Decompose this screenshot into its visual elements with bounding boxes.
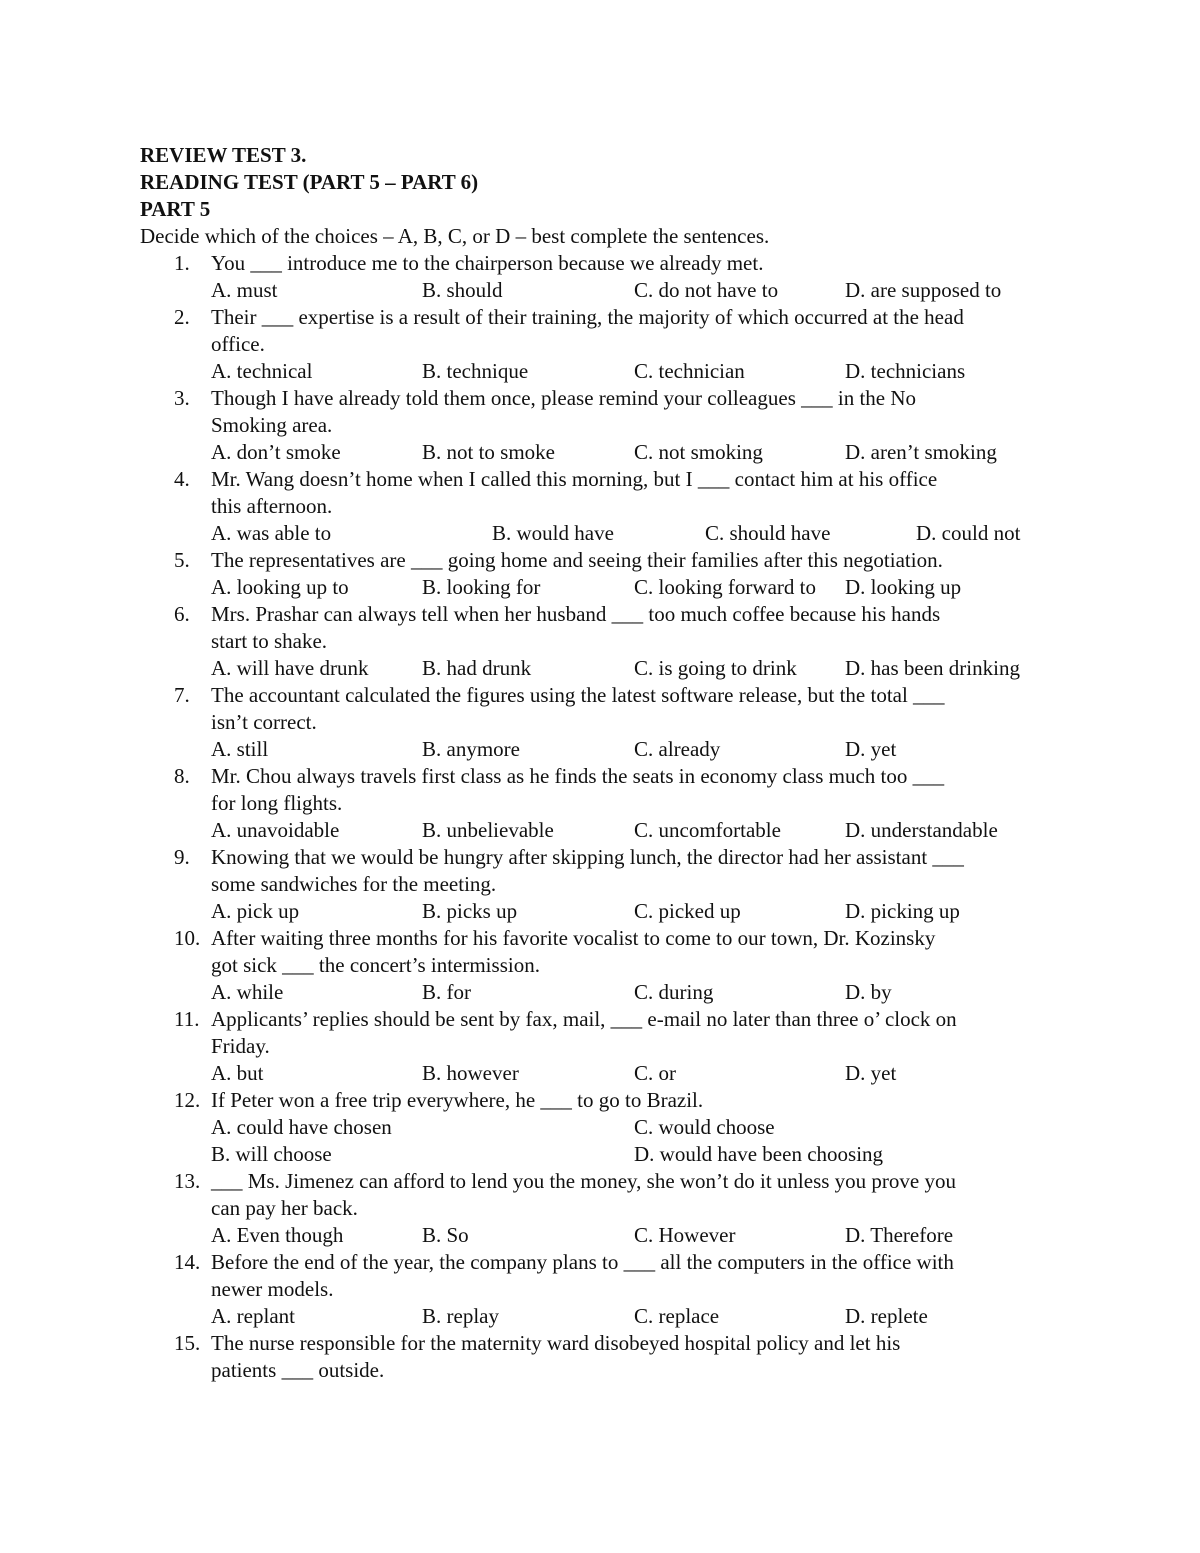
question-text: Mrs. Prashar can always tell when her husband ___ too much coffee because his hands: [211, 602, 941, 626]
question-line: [140, 1033, 1070, 1060]
question-text: ___ Ms. Jimenez can afford to lend you the money, she won’t do it unless you prove you: [211, 1169, 956, 1193]
question-line: [140, 601, 1070, 628]
answer-options: [140, 1303, 1070, 1330]
question-text: Though I have already told them once, please remind your colleagues ___ in the No: [211, 386, 917, 410]
answer-option: D. replete: [845, 1304, 928, 1328]
question-line: [140, 844, 1070, 871]
answer-options: [140, 1114, 1070, 1141]
question-text: After waiting three months for his favorite vocalist to come to our town, Dr. Kozinsky: [211, 926, 936, 950]
answer-options: [140, 1222, 1070, 1249]
answer-option: D. yet: [845, 1061, 897, 1085]
question-text: If Peter won a free trip everywhere, he ___ to go to Brazil.: [211, 1088, 704, 1112]
answer-option: A. must: [211, 278, 278, 302]
question-line: [140, 1195, 1070, 1222]
question-text: start to shake.: [211, 629, 328, 653]
answer-option: D. understandable: [845, 818, 998, 842]
answer-option: C. replace: [634, 1304, 720, 1328]
answer-option: D. yet: [845, 737, 897, 761]
answer-options: [140, 574, 1070, 601]
answer-option: C. do not have to: [634, 278, 779, 302]
answer-option: B. replay: [422, 1304, 499, 1328]
answer-options: [140, 817, 1070, 844]
answer-option: B. technique: [422, 359, 529, 383]
answer-options: [140, 655, 1070, 682]
answer-option: D. Therefore: [845, 1223, 954, 1247]
answer-option: A. replant: [211, 1304, 295, 1328]
question-text: The nurse responsible for the maternity ward disobeyed hospital policy and let his: [211, 1331, 901, 1355]
question-line: [140, 1330, 1070, 1357]
question-text: got sick ___ the concert’s intermission.: [211, 953, 540, 977]
question-line: [140, 763, 1070, 790]
answer-option: B. for: [422, 980, 471, 1004]
question-line: [140, 547, 1070, 574]
question-line: [140, 412, 1070, 439]
question-line: [140, 628, 1070, 655]
question-text: The accountant calculated the figures using the latest software release, but the total ___: [211, 683, 945, 707]
answer-option: D. could not: [916, 521, 1021, 545]
answer-options: [140, 1141, 1070, 1168]
answer-option: D. has been drinking: [845, 656, 1020, 680]
answer-option: D. aren’t smoking: [845, 440, 997, 464]
question-line: [140, 1276, 1070, 1303]
question-text: Knowing that we would be hungry after skipping lunch, the director had her assistant ___: [211, 845, 964, 869]
question-line: [140, 466, 1070, 493]
question-text: The representatives are ___ going home and seeing their families after this negotiation.: [211, 548, 943, 572]
answer-option: A. don’t smoke: [211, 440, 341, 464]
question-number: 4.: [174, 467, 190, 491]
answer-option: B. anymore: [422, 737, 520, 761]
answer-option: C. However: [634, 1223, 736, 1247]
answer-option: C. uncomfortable: [634, 818, 781, 842]
question-text: Applicants’ replies should be sent by fax, mail, ___ e-mail no later than three o’ clock on: [211, 1007, 957, 1031]
question-number: 7.: [174, 683, 190, 707]
question-text: for long flights.: [211, 791, 343, 815]
question-text: Mr. Chou always travels first class as he finds the seats in economy class much too ___: [211, 764, 945, 788]
question-text: some sandwiches for the meeting.: [211, 872, 497, 896]
answer-option: A. still: [211, 737, 269, 761]
answer-option: C. is going to drink: [634, 656, 797, 680]
document-content: [140, 142, 1070, 1384]
question-line: [140, 1249, 1070, 1276]
question-number: 11.: [174, 1007, 200, 1031]
question-line: [140, 1168, 1070, 1195]
question-text: patients ___ outside.: [211, 1358, 385, 1382]
answer-option: C. not smoking: [634, 440, 763, 464]
answer-option: D. technicians: [845, 359, 966, 383]
question-text: newer models.: [211, 1277, 334, 1301]
answer-option: C. should have: [705, 521, 831, 545]
question-number: 14.: [174, 1250, 201, 1274]
answer-option: C. during: [634, 980, 714, 1004]
question-text: You ___ introduce me to the chairperson because we already met.: [211, 251, 764, 275]
question-number: 12.: [174, 1088, 201, 1112]
answer-option: C. technician: [634, 359, 745, 383]
answer-option: A. unavoidable: [211, 818, 340, 842]
question-number: 1.: [174, 251, 190, 275]
question-line: [140, 250, 1070, 277]
answer-option: B. should: [422, 278, 503, 302]
question-text: Smoking area.: [211, 413, 333, 437]
question-text: this afternoon.: [211, 494, 333, 518]
answer-option: A. while: [211, 980, 284, 1004]
answer-option: A. pick up: [211, 899, 300, 923]
answer-option: C. or: [634, 1061, 676, 1085]
answer-options: [140, 1060, 1070, 1087]
answer-options: [140, 736, 1070, 763]
question-line: [140, 682, 1070, 709]
answer-option: B. looking for: [422, 575, 541, 599]
question-number: 3.: [174, 386, 190, 410]
answer-option: A. but: [211, 1061, 264, 1085]
answer-options: [140, 520, 1070, 547]
question-line: [140, 790, 1070, 817]
question-text: Mr. Wang doesn’t home when I called this morning, but I ___ contact him at his office: [211, 467, 938, 491]
question-number: 5.: [174, 548, 190, 572]
answer-option: A. technical: [211, 359, 313, 383]
question-number: 9.: [174, 845, 190, 869]
question-text: isn’t correct.: [211, 710, 317, 734]
question-line: [140, 385, 1070, 412]
answer-options: [140, 979, 1070, 1006]
answer-option: D. by: [845, 980, 892, 1004]
answer-option: A. was able to: [211, 521, 332, 545]
question-number: 15.: [174, 1331, 201, 1355]
answer-option: A. will have drunk: [211, 656, 369, 680]
question-line: [140, 1357, 1070, 1384]
question-line: [140, 493, 1070, 520]
answer-options: [140, 358, 1070, 385]
question-number: 8.: [174, 764, 190, 788]
answer-option: B. not to smoke: [422, 440, 556, 464]
question-text: office.: [211, 332, 265, 356]
review-title: REVIEW TEST 3.: [140, 143, 307, 167]
answer-options: [140, 898, 1070, 925]
answer-option: C. already: [634, 737, 721, 761]
answer-options: [140, 277, 1070, 304]
question-text: Before the end of the year, the company plans to ___ all the computers in the office with: [211, 1250, 954, 1274]
question-line: [140, 871, 1070, 898]
answer-option: A. could have chosen: [211, 1115, 392, 1139]
question-list: [140, 250, 1070, 1384]
reading-test-title: READING TEST (PART 5 – PART 6): [140, 170, 479, 194]
question-line: [140, 1006, 1070, 1033]
answer-option: C. picked up: [634, 899, 741, 923]
question-line: [140, 304, 1070, 331]
answer-option: B. picks up: [422, 899, 518, 923]
instructions: Decide which of the choices – A, B, C, or D – best complete the sentences.: [140, 224, 770, 248]
question-line: [140, 709, 1070, 736]
answer-option: B. would have: [492, 521, 614, 545]
question-text: Friday.: [211, 1034, 270, 1058]
part-heading: PART 5: [140, 197, 211, 221]
answer-option: B. unbelievable: [422, 818, 554, 842]
answer-option: B. So: [422, 1223, 469, 1247]
question-number: 13.: [174, 1169, 201, 1193]
question-line: [140, 925, 1070, 952]
answer-option: A. Even though: [211, 1223, 344, 1247]
answer-option: C. looking forward to: [634, 575, 816, 599]
question-number: 2.: [174, 305, 190, 329]
question-number: 6.: [174, 602, 190, 626]
answer-option: C. would choose: [634, 1115, 775, 1139]
question-number: 10.: [174, 926, 201, 950]
answer-options: [140, 439, 1070, 466]
answer-option: D. looking up: [845, 575, 962, 599]
answer-option: B. will choose: [211, 1142, 332, 1166]
question-line: [140, 952, 1070, 979]
answer-option: D. would have been choosing: [634, 1142, 884, 1166]
answer-option: D. picking up: [845, 899, 960, 923]
answer-option: A. looking up to: [211, 575, 349, 599]
question-line: [140, 331, 1070, 358]
question-text: Their ___ expertise is a result of their training, the majority of which occurred at the head: [211, 305, 964, 329]
answer-option: B. however: [422, 1061, 519, 1085]
answer-option: D. are supposed to: [845, 278, 1002, 302]
question-text: can pay her back.: [211, 1196, 358, 1220]
answer-option: B. had drunk: [422, 656, 532, 680]
question-line: [140, 1087, 1070, 1114]
